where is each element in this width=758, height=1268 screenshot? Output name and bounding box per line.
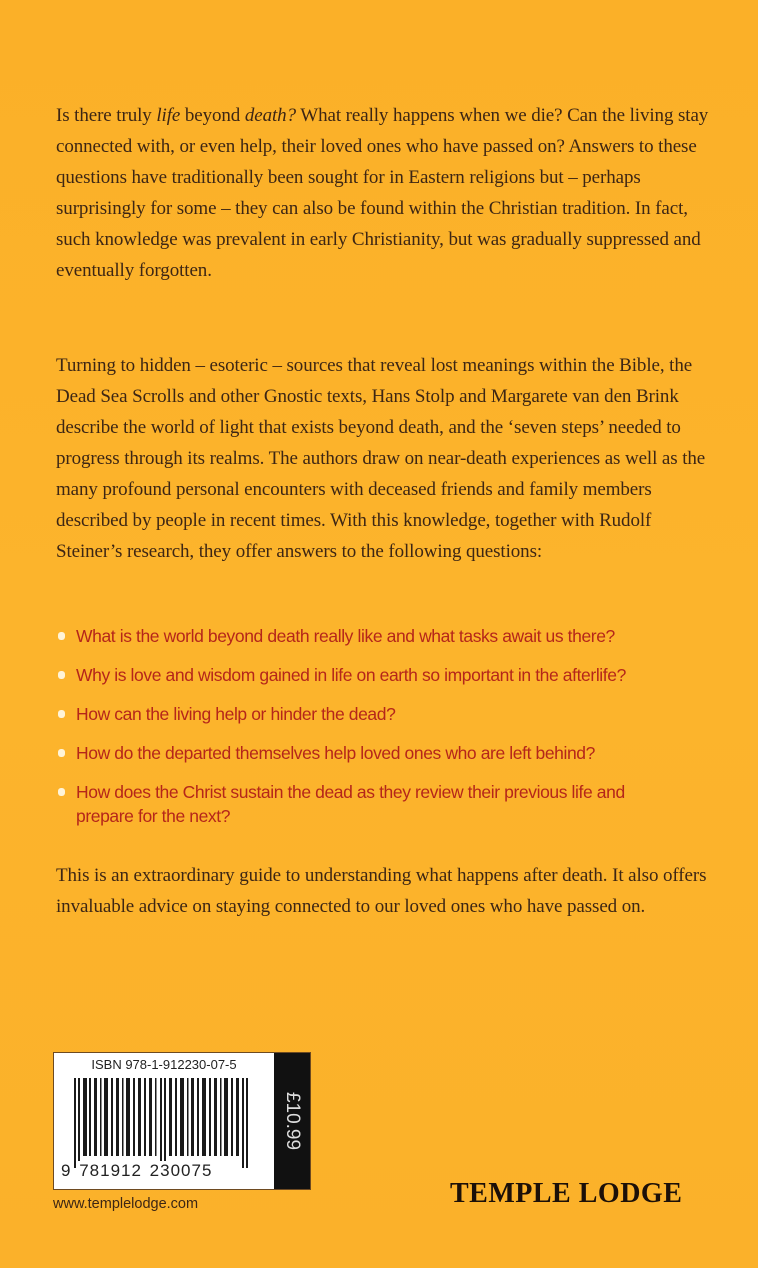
question-item — [56, 741, 736, 765]
intro-paragraph — [56, 100, 716, 286]
emphasis-life: life — [156, 105, 181, 126]
price-label: £10.99 — [282, 1091, 303, 1151]
questions-list — [56, 624, 736, 843]
publisher-website-link[interactable]: www.templelodge.com — [53, 1196, 199, 1212]
question-text: Why is love and wisdom gained in life on earth so important in the afterlife? — [76, 665, 626, 685]
bullet-icon — [58, 632, 65, 640]
isbn-label: ISBN 978-1-912230-07-5 — [91, 1057, 237, 1072]
bullet-icon — [58, 788, 65, 796]
question-item — [56, 624, 736, 648]
intro-text: What really happens when we die? Can the living stay connected with, or even help, their loved ones who have passed on? Answers to these questions have traditionally been sought for in Eastern religions but – perhaps surprisingly for some – they can also be found within the Christian tradition. In fact, such knowledge was prevalent in early Christianity, but was gradually suppressed and eventually forgotten. — [56, 105, 709, 281]
intro-text: beyond — [180, 105, 245, 126]
bullet-icon — [58, 749, 65, 757]
intro-text: Is there truly — [56, 105, 157, 126]
question-text: How can the living help or hinder the dead? — [76, 704, 396, 724]
barcode-digits — [60, 1161, 213, 1181]
question-text: How does the Christ sustain the dead as they review their previous life and prepare for the next? — [76, 782, 625, 826]
publisher-logo: TEMPLE LODGE — [450, 1178, 683, 1209]
question-text: How do the departed themselves help loved ones who are left behind? — [76, 743, 595, 763]
barcode-digit-lead: 9 — [61, 1161, 72, 1180]
barcode-digits-group2: 230075 — [149, 1161, 213, 1180]
price-strip — [274, 1053, 310, 1189]
description-paragraph: Turning to hidden – esoteric – sources that reveal lost meanings within the Bible, the Dead Sea Scrolls and other Gnostic texts, Hans Stolp and Margarete van den Brink describe the world of light that exists beyond death, and the ‘seven steps’ needed to progress through its realms. The authors draw on near-death experiences as well as the many profound personal encounters with deceased friends and family members described by people in recent times. With this knowledge, together with Rudolf Steiner’s research, they offer answers to the following questions: — [56, 355, 706, 562]
question-item — [56, 780, 736, 828]
barcode-area — [54, 1053, 274, 1189]
bullet-icon — [58, 671, 65, 679]
question-item — [56, 663, 736, 687]
barcode-digits-group1: 781912 — [79, 1161, 142, 1180]
question-item — [56, 702, 736, 726]
question-text: What is the world beyond death really like and what tasks await us there? — [76, 626, 615, 646]
barcode-panel — [53, 1052, 311, 1190]
barcode-icon — [74, 1078, 250, 1168]
closing-paragraph: This is an extraordinary guide to understanding what happens after death. It also offers invaluable advice on staying connected to our loved ones who have passed on. — [56, 865, 707, 917]
bullet-icon — [58, 710, 65, 718]
emphasis-death: death? — [244, 105, 296, 126]
